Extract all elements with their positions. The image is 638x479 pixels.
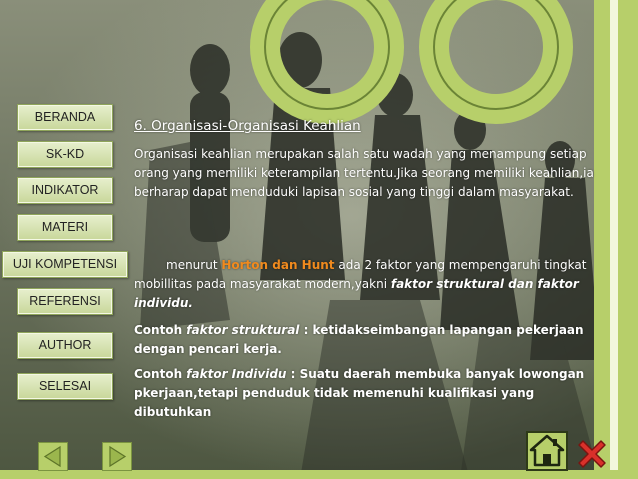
nav-materi-button[interactable]: MATERI — [17, 214, 113, 241]
nav-beranda-button[interactable]: BERANDA — [17, 104, 113, 131]
nav-author-button[interactable]: AUTHOR — [17, 332, 113, 359]
paragraph-definition: Organisasi keahlian merupakan salah satu wadah yang menampung setiap orang yang memiliki keterampilan tertentu.Jika seorang memiliki keahlian,ia berharap dapat menduduki lapisan sosial yang tinggi dalam masyarakat. — [134, 147, 594, 199]
example-individual-pre: Contoh — [134, 367, 187, 381]
example-structural — [134, 321, 604, 359]
house-icon — [526, 431, 568, 471]
triangle-left-icon — [39, 443, 67, 470]
nav-sk-kd-button[interactable]: SK-KD — [17, 141, 113, 168]
next-button[interactable] — [102, 442, 132, 471]
example-structural-pre: Contoh — [134, 323, 187, 337]
example-individual-term: faktor Individu — [186, 367, 287, 381]
nav-indikator-button[interactable]: INDIKATOR — [17, 177, 113, 204]
example-individual — [134, 365, 604, 422]
factors-emphasis: faktor struktural dan faktor individu. — [134, 277, 579, 310]
prev-button[interactable] — [38, 442, 68, 471]
x-icon — [574, 436, 610, 472]
author-highlight: Horton dan Hunt — [221, 258, 335, 272]
page-title: 6. Organisasi-Organisasi Keahlian — [134, 118, 361, 134]
paragraph-factors — [134, 256, 604, 313]
paragraph-factors-mid: ada 2 faktor yang mempengaruhi tingkat mobillitas pada masyarakat modern,yakni — [134, 258, 587, 291]
close-button[interactable] — [574, 436, 610, 472]
example-individual-text: : Suatu daerah membuka banyak lowongan pkerjaan,tetapi penduduk tidak memenuhi kualifikasi yang dibutuhkan — [134, 367, 585, 419]
home-button[interactable] — [526, 431, 568, 471]
example-structural-term: faktor struktural — [186, 323, 300, 337]
nav-uji-kompetensi-button[interactable]: UJI KOMPETENSI — [2, 251, 128, 278]
paragraph-factors-pre: menurut — [166, 258, 222, 272]
nav-referensi-button[interactable]: REFERENSI — [17, 288, 113, 315]
triangle-right-icon — [103, 443, 131, 470]
example-structural-text: : ketidakseimbangan lapangan pekerjaan dengan pencari kerja. — [134, 323, 584, 356]
nav-selesai-button[interactable]: SELESAI — [17, 373, 113, 400]
